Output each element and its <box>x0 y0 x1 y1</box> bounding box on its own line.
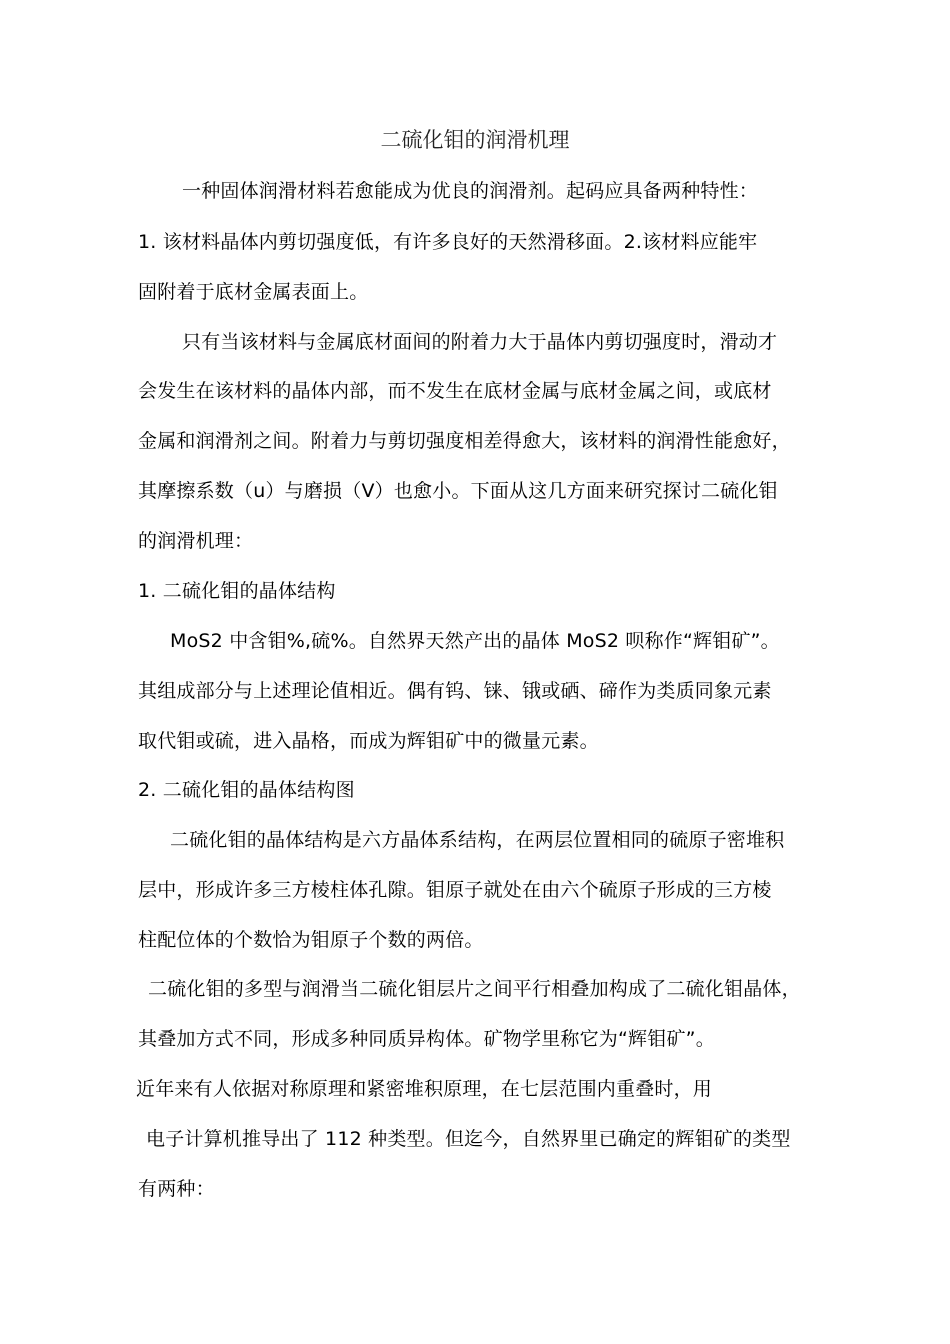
paragraph-line: 二硫化钼的多型与润滑当二硫化钼层片之间平行相叠加构成了二硫化钼晶体， <box>148 978 801 1000</box>
paragraph-line: 层中，形成许多三方棱柱体孔隙。钼原子就处在由六个硫原子形成的三方棱 <box>138 879 772 901</box>
document-title: 二硫化钼的润滑机理 <box>380 128 570 152</box>
paragraph-line: 二硫化钼的晶体结构是六方晶体系结构，在两层位置相同的硫原子密堆积 <box>170 829 785 851</box>
paragraph-line: 会发生在该材料的晶体内部，而不发生在底材金属与底材金属之间，或底材 <box>138 380 772 402</box>
paragraph-line: 近年来有人依据对称原理和紧密堆积原理，在七层范围内重叠时，用 <box>136 1078 713 1100</box>
paragraph-line: 取代钼或硫，进入晶格，而成为辉钼矿中的微量元素。 <box>138 730 599 752</box>
paragraph-line: 固附着于底材金属表面上。 <box>138 281 369 303</box>
section-heading: 1. 二硫化钼的晶体结构 <box>138 580 336 602</box>
paragraph-line: 只有当该材料与金属底材面间的附着力大于晶体内剪切强度时，滑动才 <box>182 331 778 353</box>
paragraph-line: MoS2 中含钼%,硫%。自然界天然产出的晶体 MoS2 呗称作“辉钼矿”。 <box>170 630 780 652</box>
paragraph-line: 金属和润滑剂之间。附着力与剪切强度相差得愈大，该材料的润滑性能愈好， <box>138 430 791 452</box>
paragraph-line: 1. 该材料晶体内剪切强度低，有许多良好的天然滑移面。2.该材料应能牢 <box>138 231 758 253</box>
paragraph-line: 其组成部分与上述理论值相近。偶有钨、铼、锇或硒、碲作为类质同象元素 <box>138 680 772 702</box>
section-heading: 2. 二硫化钼的晶体结构图 <box>138 779 355 801</box>
paragraph-line: 有两种： <box>138 1178 215 1200</box>
paragraph-line: 的润滑机理： <box>138 530 254 552</box>
paragraph-line: 一种固体润滑材料若愈能成为优良的润滑剂。起码应具备两种特性： <box>182 180 759 202</box>
paragraph-line: 电子计算机推导出了 112 种类型。但迄今，自然界里已确定的辉钼矿的类型 <box>146 1128 791 1150</box>
paragraph-line: 其摩擦系数（u）与磨损（V）也愈小。下面从这几方面来研究探讨二硫化钼 <box>138 480 778 502</box>
paragraph-line: 其叠加方式不同，形成多种同质异构体。矿物学里称它为“辉钼矿”。 <box>138 1028 715 1050</box>
paragraph-line: 柱配位体的个数恰为钼原子个数的两倍。 <box>138 929 484 951</box>
